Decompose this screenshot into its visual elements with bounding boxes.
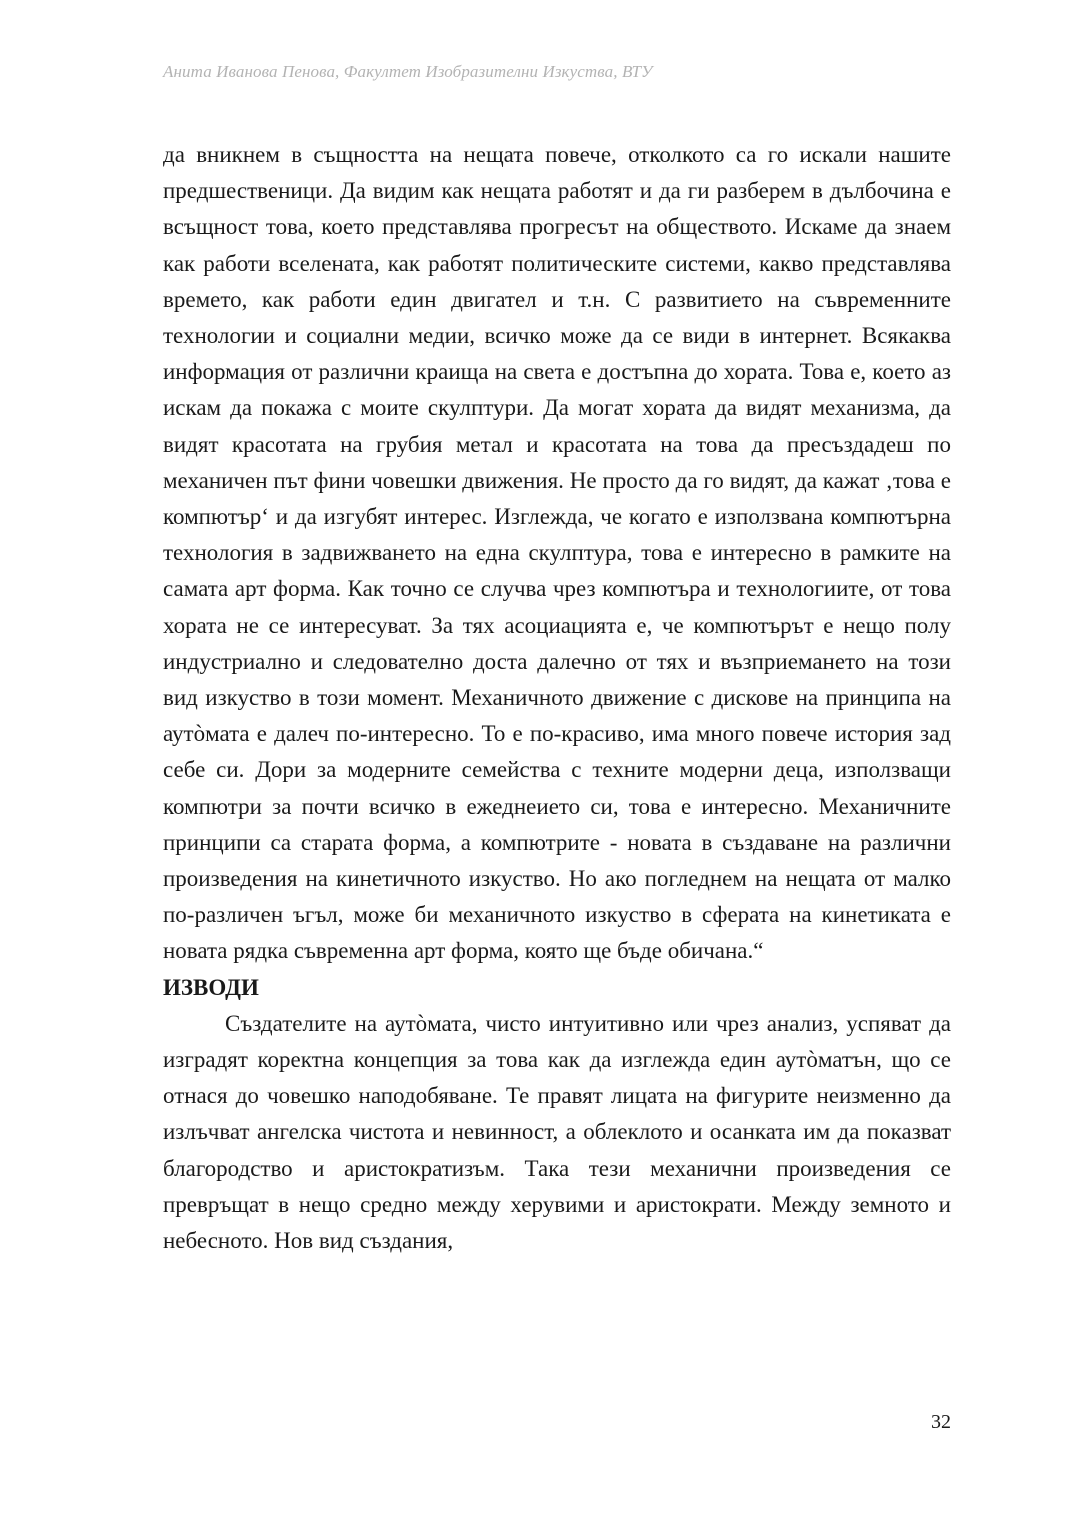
section-heading: ИЗВОДИ bbox=[163, 974, 259, 1000]
body-text bbox=[163, 137, 951, 1259]
paragraph: Създателите на аутòмата, чисто интуитивно или чрез анализ, успяват да изградят коректна концепция за това как да изглежда един аутòматън, що се отнася до човешко наподобяване. Те правят лицата на фигурите неизменно да излъчват ангелска чистота и невинност, а облеклото и осанката им да показват благородство и аристократизъм. Така тези механични произведения се превръщат в нещо средно между херувими и аристократи. Между земното и небесното. Нов вид създания, bbox=[163, 1010, 951, 1254]
running-header: Анита Иванова Пенова, Факултет Изобразителни Изкуства, ВТУ bbox=[163, 62, 653, 81]
page-number: 32 bbox=[931, 1411, 951, 1433]
paragraph: да вникнем в същността на нещата повече, отколкото са го искали нашите предшественици. Да видим как нещата работят и да ги разберем в дълбочина е всъщност това, което представлява прогресът на обществото. Искаме да знаем как работи вселената, как работят политическите системи, какво представлява времето, как работи един двигател и т.н. С развитието на съвременните технологии и социални медии, всичко може да се види в интернет. Всякаква информация от различни краища на света е достъпна до хората. Това е, което аз искам да покажа с моите скулптури. Да могат хората да видят механизма, да видят красотата на грубия метал и красотата на това да пресъздадеш по механичен път фини човешки движения. Не просто да го видят, да кажат ‚това е компютър‘ и да изгубят интерес. Изглежда, че когато е използвана компютърна технология в задвижването на една скулптура, това е интересно в рамките на самата арт форма. Как точно се случва чрез компютъра и технологиите, от това хората не се интересуват. За тях асоциацията е, че компютърът е нещо полу индустриално и следователно доста далечно от тях и възприемането на този вид изкуство в този момент. Механичното движение с дискове на принципа на аутòмата е далеч по-интересно. То е по-красиво, има много повече история зад себе си. Дори за модерните семейства с техните модерни деца, използващи компютри за почти всичко в ежеднеието си, това е интересно. Механичните принципи са старата форма, а компютрите - новата в създаване на различни произведения на кинетичното изкуство. Но ако погледнем на нещата от малко по-различен ъгъл, може би механичното изкуство в сферата на кинетиката е новата рядка съвременна арт форма, която ще бъде обичана.“ bbox=[163, 142, 951, 964]
